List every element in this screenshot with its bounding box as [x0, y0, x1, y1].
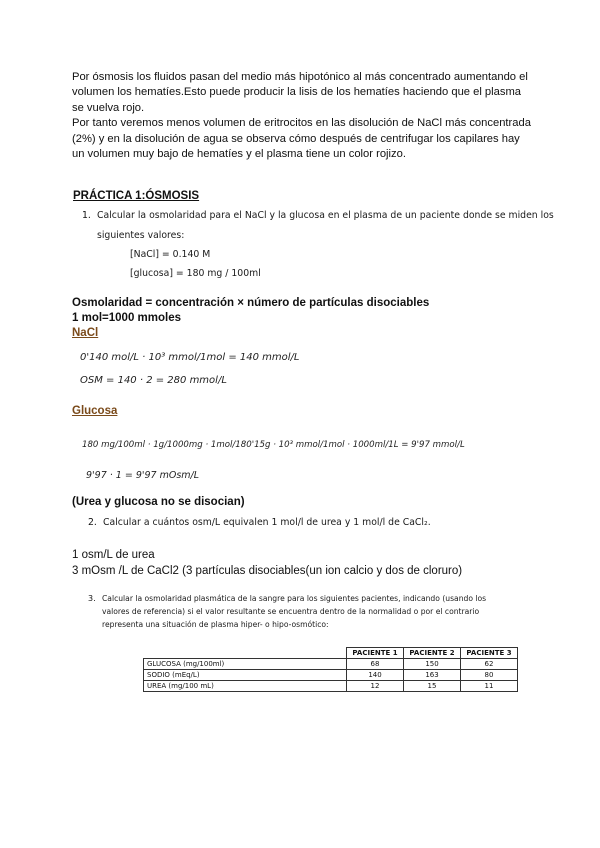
q3-line2: valores de referencia) si el valor resultante se encuentra dentro de la normalidad o por el contrario — [102, 607, 480, 616]
table-header-cell: PACIENTE 2 — [404, 648, 461, 659]
table-cell: SODIO (mEq/L) — [144, 670, 347, 681]
intro-line: Por tanto veremos menos volumen de eritrocitos en las disolución de NaCl más concentrada — [72, 117, 531, 130]
q2-number: 2. — [88, 517, 97, 528]
q3-line1: Calcular la osmolaridad plasmática de la sangre para los siguientes pacientes, indicando (usando los — [102, 594, 487, 603]
glucosa-handwritten-line1: 180 mg/100ml · 1g/1000mg · 1mol/180'15g · 10³ mmol/1mol · 1000ml/1L = 9'97 mmol/L — [82, 440, 465, 450]
table-header-cell: PACIENTE 3 — [461, 648, 518, 659]
nacl-heading: NaCl — [72, 327, 99, 339]
q1-value-nacl: [NaCl] = 0.140 M — [130, 249, 211, 260]
q2-text: Calcular a cuántos osm/L equivalen 1 mol/l de urea y 1 mol/l de CaCl₂. — [103, 517, 431, 528]
table-cell: 150 — [404, 659, 461, 670]
table-cell: 68 — [347, 659, 404, 670]
table-cell: 11 — [461, 681, 518, 692]
note-no-disocian: (Urea y glucosa no se disocian) — [72, 496, 245, 508]
q1-value-glucosa: [glucosa] = 180 mg / 100ml — [130, 268, 261, 279]
intro-line: (2%) y en la disolución de agua se observa cómo después de centrifugar los capilares hay — [72, 132, 520, 145]
table-cell: 62 — [461, 659, 518, 670]
intro-line: Por ósmosis los fluidos pasan del medio más hipotónico al más concentrado aumentando el — [72, 71, 528, 83]
table-header-cell — [144, 648, 347, 659]
formula-line1: Osmolaridad = concentración × número de partículas disociables — [72, 297, 430, 309]
patients-table — [143, 647, 518, 692]
practice-title: PRÁCTICA 1:ÓSMOSIS — [73, 190, 200, 202]
table-cell: 163 — [404, 670, 461, 681]
nacl-handwritten-line1: 0'140 mol/L · 10³ mmol/1mol = 140 mmol/L — [80, 352, 300, 363]
table-cell: 140 — [347, 670, 404, 681]
q3-line3: representa una situación de plasma hiper- o hipo-osmótico: — [102, 620, 329, 629]
intro-line: volumen los hematíes.Esto puede producir la lisis de los hematíes haciendo que el plasma — [72, 86, 521, 99]
q1-line1: Calcular la osmolaridad para el NaCl y la glucosa en el plasma de un paciente donde se miden los — [97, 210, 554, 221]
table-row — [144, 681, 518, 692]
q1-line2: siguientes valores: — [97, 230, 185, 241]
intro-line: se vuelva rojo. — [72, 101, 145, 114]
table-cell: 12 — [347, 681, 404, 692]
table-header-row — [144, 648, 518, 659]
glucosa-handwritten-line2: 9'97 · 1 = 9'97 mOsm/L — [86, 470, 200, 481]
answer-urea: 1 osm/L de urea — [72, 549, 155, 561]
table-cell: UREA (mg/100 mL) — [144, 681, 347, 692]
table-row — [144, 659, 518, 670]
formula-line2: 1 mol=1000 mmoles — [72, 312, 181, 324]
q1-number: 1. — [82, 210, 91, 221]
nacl-handwritten-line2: OSM = 140 · 2 = 280 mmol/L — [80, 375, 227, 386]
answer-cacl2: 3 mOsm /L de CaCl2 (3 partículas disociables(un ion calcio y dos de cloruro) — [72, 565, 463, 577]
table-header-cell: PACIENTE 1 — [347, 648, 404, 659]
intro-paragraph — [72, 70, 542, 162]
table-cell: GLUCOSA (mg/100ml) — [144, 659, 347, 670]
table-cell: 15 — [404, 681, 461, 692]
q3-number: 3. — [88, 594, 96, 603]
glucosa-heading: Glucosa — [72, 405, 118, 417]
table-row — [144, 670, 518, 681]
table-cell: 80 — [461, 670, 518, 681]
intro-line: un volumen muy bajo de hematíes y el plasma tiene un color rojizo. — [72, 148, 406, 161]
